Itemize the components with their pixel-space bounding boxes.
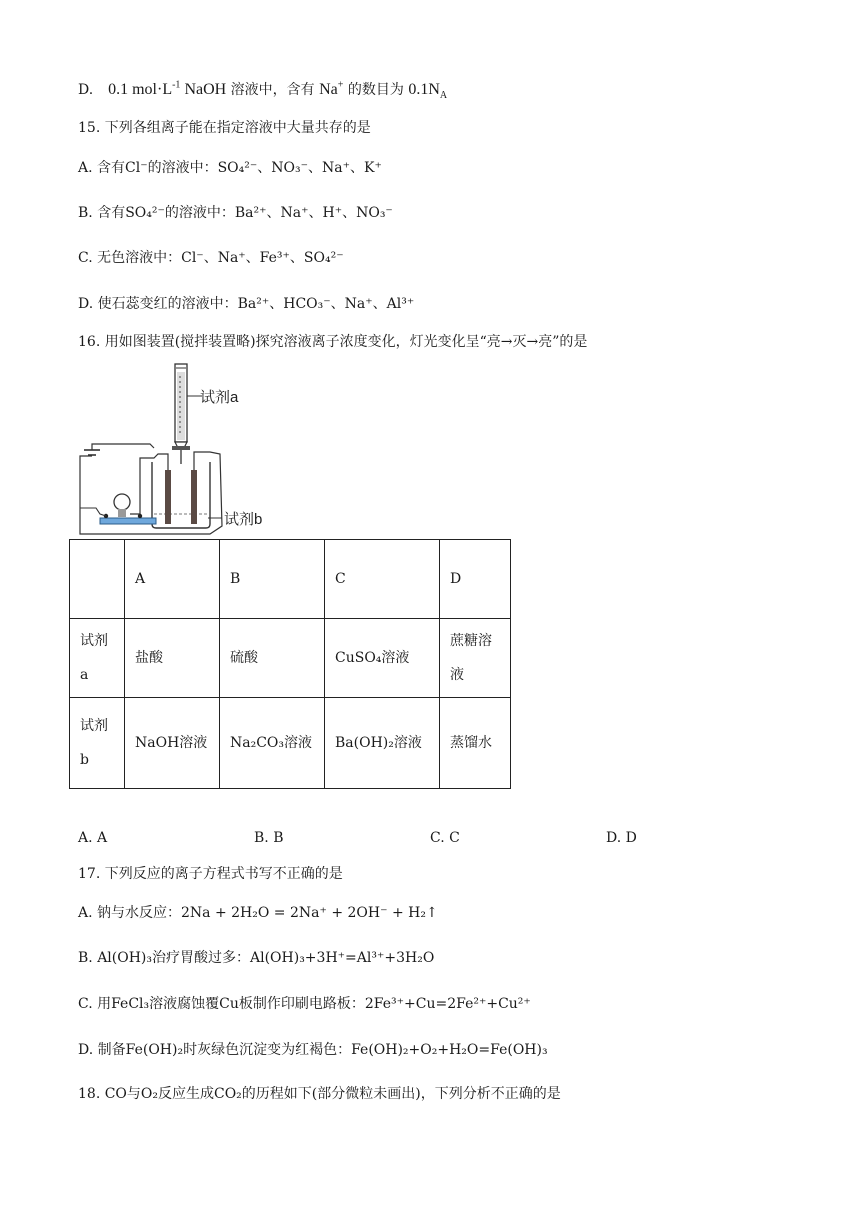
table-header-cell: B (220, 540, 325, 619)
table-cell: NaOH溶液 (125, 698, 220, 789)
q17-option-d: D. 制备Fe(OH)₂时灰绿色沉淀变为红褐色：Fe(OH)₂+O₂+H₂O=Fe(OH)₃ (78, 1042, 548, 1058)
table-cell: Na₂CO₃溶液 (220, 698, 325, 789)
q16-answer-c: C. C (430, 830, 460, 846)
q16-answer-b: B. B (254, 830, 284, 846)
row-label: 试剂b (70, 698, 125, 789)
q16-stem: 16. 用如图装置(搅拌装置略)探究溶液离子浓度变化，灯光变化呈“亮→灭→亮”的是 (78, 334, 588, 350)
table-header-row (70, 540, 511, 619)
table-cell: 硫酸 (220, 619, 325, 698)
q15-stem: 15. 下列各组离子能在指定溶液中大量共存的是 (78, 120, 371, 136)
q16-answer-d: D. D (606, 830, 637, 846)
table-cell: 蔗糖溶液 (440, 619, 511, 698)
q15-option-b: B. 含有SO₄²⁻的溶液中：Ba²⁺、Na⁺、H⁺、NO₃⁻ (78, 205, 393, 221)
q17-option-b: B. Al(OH)₃治疗胃酸过多：Al(OH)₃+3H⁺=Al³⁺+3H₂O (78, 950, 435, 966)
q16-answer-a: A. A (78, 830, 108, 846)
table-header-cell: C (325, 540, 440, 619)
q17-option-a: A. 钠与水反应：2Na + 2H₂O = 2Na⁺ + 2OH⁻ + H₂↑ (78, 905, 438, 921)
q14-option-d: D. 0.1 $mol\cdot L^{-1}$ NaOH 溶液中，含有 Na+ 的数目为 $0.1N_A$ (78, 79, 448, 102)
table-header-cell: A (125, 540, 220, 619)
q15-option-d: D. 使石蕊变红的溶液中：Ba²⁺、HCO₃⁻、Na⁺、Al³⁺ (78, 296, 415, 312)
q17-option-c: C. 用FeCl₃溶液腐蚀覆Cu板制作印刷电路板：2Fe³⁺+Cu=2Fe²⁺+Cu²⁺ (78, 996, 531, 1012)
reagent-options-table (69, 539, 511, 789)
table-cell: CuSO₄溶液 (325, 619, 440, 698)
table-cell: 盐酸 (125, 619, 220, 698)
q17-stem: 17. 下列反应的离子方程式书写不正确的是 (78, 866, 343, 882)
reagent-a-label: 试剂a (200, 389, 239, 406)
table-row (70, 698, 511, 789)
row-label: 试剂a (70, 619, 125, 698)
q18-stem: 18. CO与O₂反应生成CO₂的历程如下(部分微粒未画出)，下列分析不正确的是 (78, 1086, 561, 1102)
q15-option-c: C. 无色溶液中：Cl⁻、Na⁺、Fe³⁺、SO₄²⁻ (78, 250, 344, 266)
table-row (70, 619, 511, 698)
table-cell (70, 540, 125, 619)
table-cell: 蒸馏水 (440, 698, 511, 789)
table-header-cell: D (440, 540, 511, 619)
q15-option-a: A. 含有Cl⁻的溶液中：SO₄²⁻、NO₃⁻、Na⁺、K⁺ (78, 160, 382, 176)
table-cell: Ba(OH)₂溶液 (325, 698, 440, 789)
conductivity-apparatus-figure (70, 358, 290, 538)
reagent-b-label: 试剂b (224, 511, 263, 528)
